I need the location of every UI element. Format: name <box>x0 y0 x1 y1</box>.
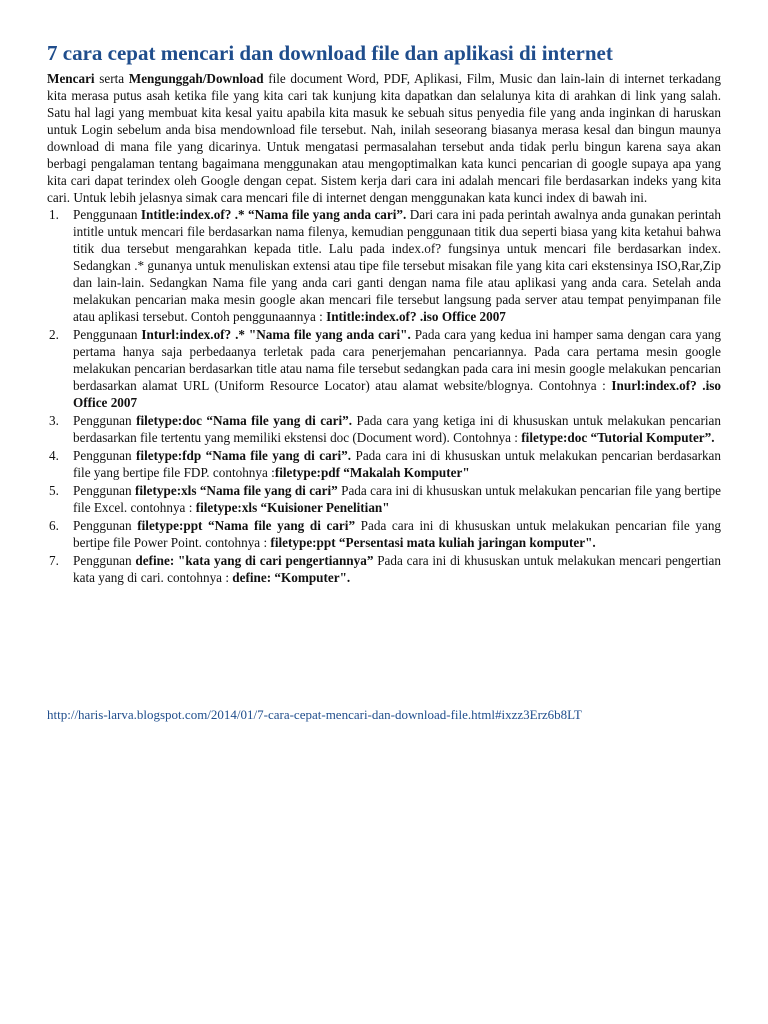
item-query: filetype:doc “Nama file yang di cari”. <box>136 413 353 428</box>
item-example: define: “Komputer". <box>232 570 351 585</box>
item-number: 7. <box>49 553 59 568</box>
item-query: filetype:ppt “Nama file yang di cari” <box>137 518 356 533</box>
item-number: 3. <box>49 413 59 428</box>
item-lead: Penggunan <box>73 483 135 498</box>
item-number: 2. <box>49 327 59 342</box>
list-item <box>47 326 721 411</box>
item-query: define: "kata yang di cari pengertiannya” <box>135 553 374 568</box>
item-number: 4. <box>49 448 59 463</box>
item-query: Inturl:index.of? .* "Nama file yang anda cari". <box>141 327 411 342</box>
item-example: Inurl:index.of? .iso Office 2007 <box>73 378 721 410</box>
item-lead: Penggunaan <box>73 327 142 342</box>
intro-bold-download: Mengunggah/Download <box>128 71 264 86</box>
item-query: Intitle:index.of? .* “Nama file yang anda cari”. <box>140 207 407 222</box>
source-link[interactable]: http://haris-larva.blogspot.com/2014/01/7-cara-cepat-mencari-dan-download-file.html#ixzz3Erz6b8LT <box>47 707 582 722</box>
intro-bold-mencari: Mencari <box>47 71 95 86</box>
item-text: Pada cara yang ketiga ini di khususkan untuk melakukan pencarian berdasarkan file tertentu yang memiliki ekstensi doc (Document word). Contohnya : <box>73 413 722 445</box>
item-text: Pada cara ini di khususkan untuk melakukan pencarian file yang bertipe file Power Point. contohnya : <box>73 518 722 550</box>
intro-text-2: file document Word, PDF, Aplikasi, Film, Music dan lain-lain di internet terkadang kita merasa putus asah ketika file yang kita cari tak kunjung kita dapatkan dan selalunya kita di arahkan di link yang salah. Satu hal lagi yang membuat kita kesal yaitu apabila kita masuk ke sebuah situs penyedia file yang anda inginkan di haruskan untuk Login sebelum anda bisa mendownload file tersebut. Nah, inilah seseorang biasanya merasa kesal dan bingun maunya download di mana file yang dicarinya. Untuk mengatasi permasalahan tersebut anda tidak perlu bingun karena saya akan berbagi pengalaman tentang bagaimana menggunakan atau mengoptimalkan kata kunci pencarian di google supaya apa yang kita cari dapat terindex oleh Google dengan cepat. Sistem kerja dari cara ini adalah mencari file berdasarkan indeks yang kita cari. Untuk lebih jelasnya simak cara mencari file di internet dengan menggunakan kata kunci index di bawah ini. <box>47 71 721 205</box>
item-number: 5. <box>49 483 59 498</box>
list-item <box>47 447 721 481</box>
tips-list <box>47 206 721 586</box>
item-lead: Penggunan <box>73 518 138 533</box>
page-title: 7 cara cepat mencari dan download file dan aplikasi di internet <box>47 41 613 65</box>
item-lead: Penggunan <box>73 413 137 428</box>
item-example: Intitle:index.of? .iso Office 2007 <box>326 309 506 324</box>
list-item <box>47 206 721 325</box>
intro-text-1: serta <box>94 71 129 86</box>
item-lead: Penggunan <box>73 553 136 568</box>
list-item <box>47 552 721 586</box>
item-text: Pada cara ini di khususkan untuk melakukan pencarian file yang bertipe file Excel. contohnya : <box>73 483 721 515</box>
document-page <box>47 40 721 587</box>
item-example: filetype:doc “Tutorial Komputer”. <box>521 430 715 445</box>
intro-paragraph <box>47 70 721 206</box>
item-text: Pada cara yang kedua ini hamper sama dengan cara yang pertama hanya saja perbedaanya terletak pada cara penerjemahan pencariannya. Pada cara pertama mesin google melakukan pencarian berdasarkan title atau nama file tersebut sedangkan pada cara ini mesin google melakukan pencarian berdasarkan alamat URL (Uniform Resource Locator) atau alamat website/blognya. Contohnya : <box>73 327 721 393</box>
item-query: filetype:xls “Nama file yang di cari” <box>134 483 338 498</box>
item-example: filetype:pdf “Makalah Komputer" <box>274 465 470 480</box>
item-number: 1. <box>49 207 59 222</box>
item-text: Dari cara ini pada perintah awalnya anda gunakan perintah intitle untuk mencari file berdasarkan nama filenya, kemudian penggunaan titik dua seperti biasa yang kita ketahui bahwa titik dua tersebut mengarahkan kepada title. Lalu pada index.of? fungsinya untuk mencari file berdasarkan index. Sedangkan .* gunanya untuk menuliskan extensi atau tipe file tersebut misakan file yang kita cari ekstensinya ISO,Rar,Zip dan lain-lain. Sedangkan Nama file yang anda cari ganti dengan nama file atau aplikasi yang anda cara. Setelah anda melakukan pencarian maka mesin google akan mencari file tersebut langsung pada server atau tempat penyimpanan file atau aplikasi tersebut. Contoh penggunaannya : <box>73 207 721 324</box>
list-item <box>47 482 721 516</box>
item-query: filetype:fdp “Nama file yang di cari”. <box>136 448 352 463</box>
item-number: 6. <box>49 518 59 533</box>
item-lead: Penggunaan <box>73 207 141 222</box>
list-item <box>47 517 721 551</box>
item-example: filetype:xls “Kuisioner Penelitian" <box>195 500 390 515</box>
item-lead: Penggunan <box>73 448 137 463</box>
item-text: Pada cara ini di khususkan untuk melakukan mencari pengertian kata yang di cari. contohnya : <box>73 553 721 585</box>
item-text: Pada cara ini di khususkan untuk melakukan pencarian berdasarkan file yang bertipe file FDP. contohnya : <box>73 448 722 480</box>
list-item <box>47 412 721 446</box>
item-example: filetype:ppt “Persentasi mata kuliah jaringan komputer". <box>270 535 596 550</box>
